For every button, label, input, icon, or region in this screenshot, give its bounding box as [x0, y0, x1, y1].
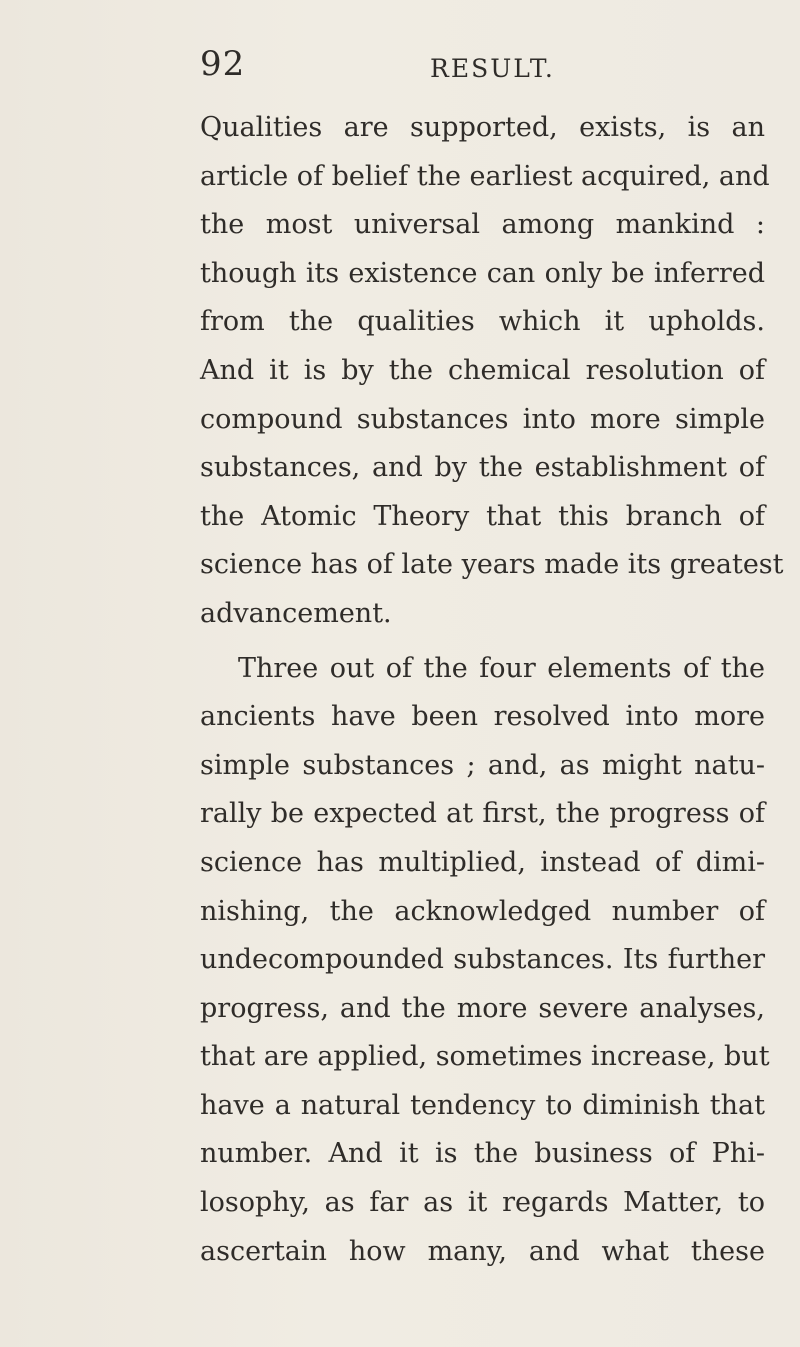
running-title: RESULT. — [430, 54, 555, 83]
paragraph-2 — [200, 645, 770, 1277]
text-line: from the qualities which it upholds. — [200, 306, 765, 338]
text-line: compound substances into more simple — [200, 403, 765, 435]
text-line: substances, and by the establishment of — [200, 452, 765, 484]
text-line: have a natural tendency to diminish that — [200, 1089, 765, 1121]
paragraph-1 — [200, 104, 784, 639]
text-line: science has multiplied, instead of dimi- — [200, 846, 765, 878]
text-line: undecompounded substances. Its further — [200, 944, 765, 976]
text-line: science has of late years made its greatest — [200, 549, 784, 581]
text-line: And it is by the chemical resolution of — [200, 354, 765, 386]
text-line: that are applied, sometimes increase, but — [200, 1041, 770, 1073]
text-line: nishing, the acknowledged number of — [200, 895, 765, 927]
text-line: progress, and the more severe analyses, — [200, 992, 765, 1024]
text-line: advancement. — [200, 597, 392, 629]
body-text — [200, 104, 784, 1276]
page-number: 92 — [200, 44, 246, 84]
text-line: the most universal among mankind : — [200, 209, 765, 241]
text-line: though its existence can only be inferred — [200, 257, 765, 289]
text-line: the Atomic Theory that this branch of — [200, 500, 765, 532]
text-line: Three out of the four elements of the — [238, 652, 765, 684]
text-line: rally be expected at first, the progress of — [200, 798, 765, 830]
text-line: number. And it is the business of Phi- — [200, 1138, 765, 1170]
running-head — [200, 44, 800, 90]
text-line: Qualities are supported, exists, is an — [200, 112, 765, 143]
text-line: article of belief the earliest acquired, and — [200, 160, 770, 192]
text-line: ascertain how many, and what these — [200, 1235, 765, 1267]
text-line: simple substances ; and, as might natu- — [200, 749, 765, 781]
text-line: ancients have been resolved into more — [200, 701, 765, 733]
text-line: losophy, as far as it regards Matter, to — [200, 1187, 765, 1219]
